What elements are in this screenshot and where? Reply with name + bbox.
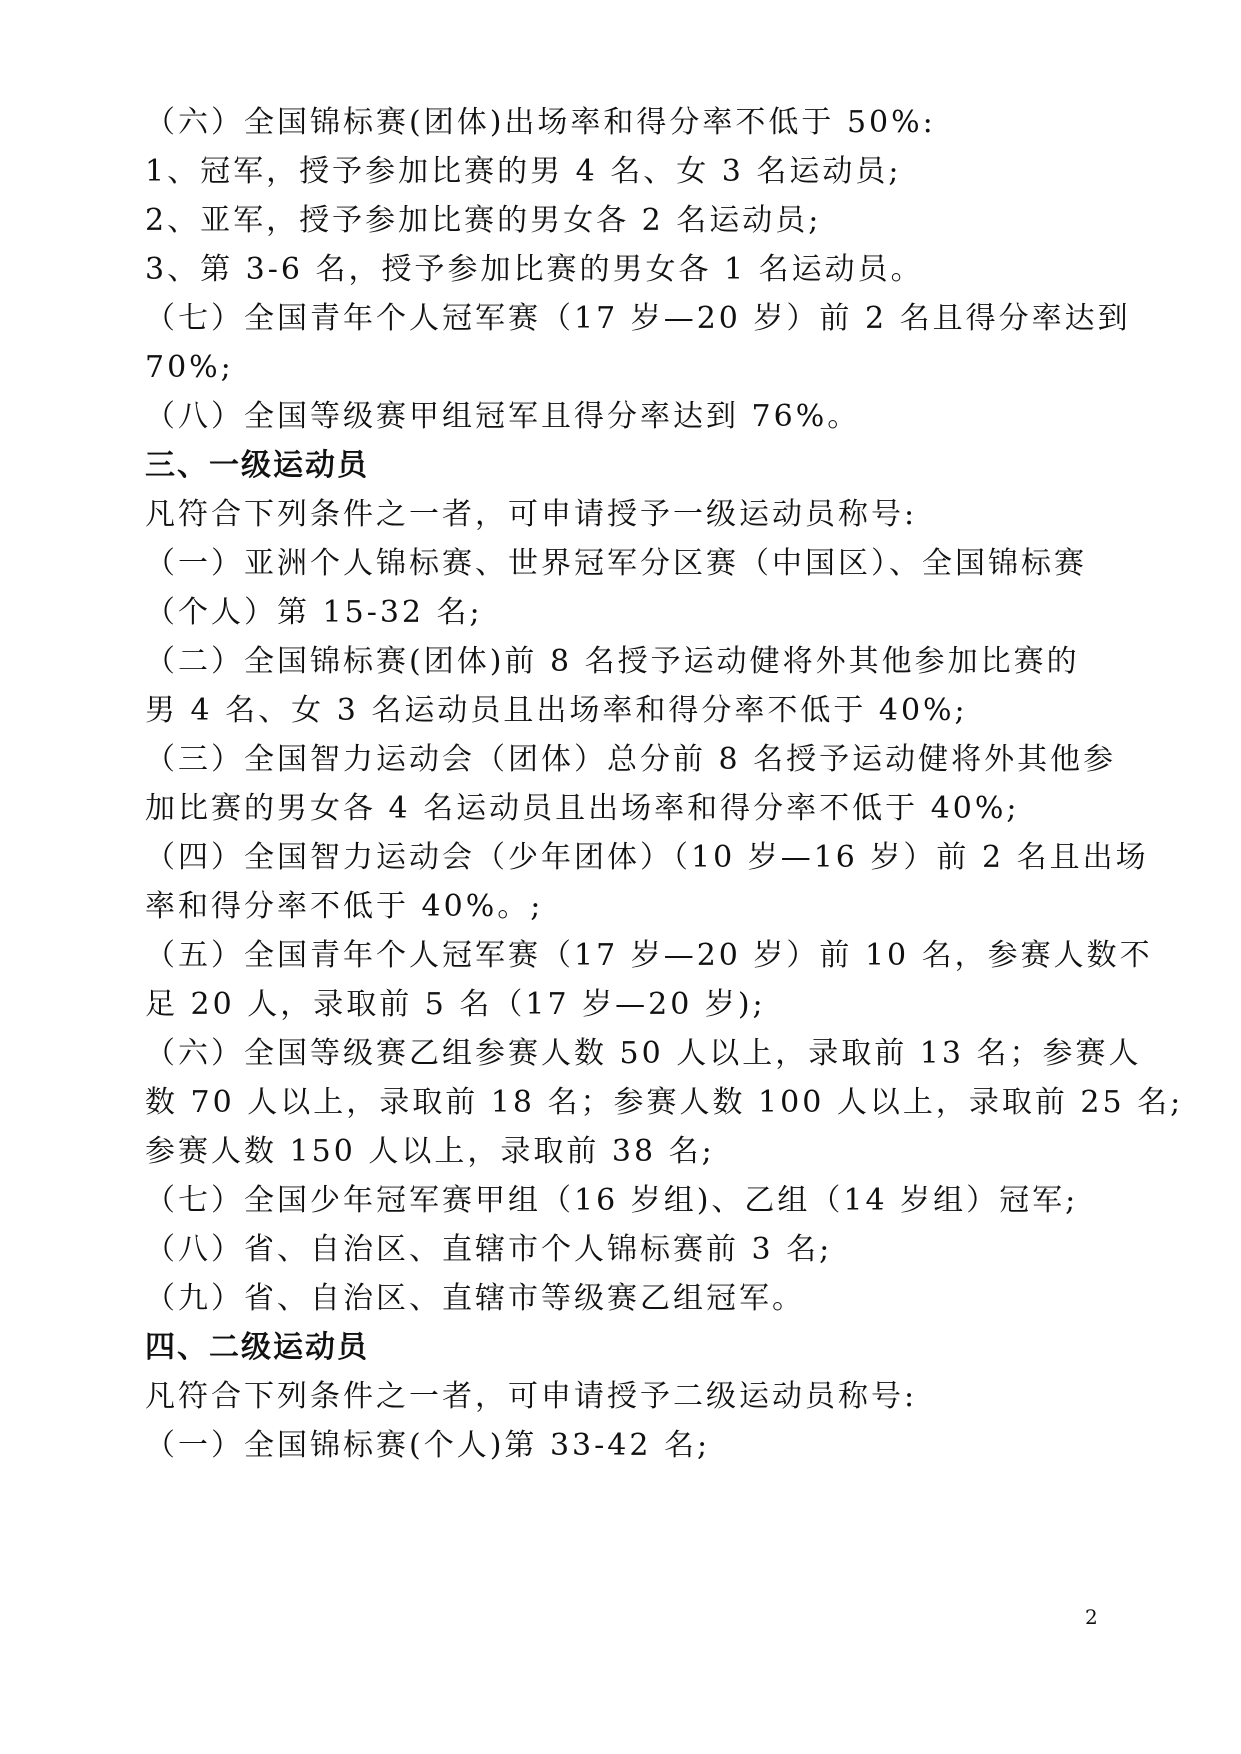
paragraph-line: 2、亚军，授予参加比赛的男女各 2 名运动员;	[145, 203, 822, 238]
paragraph-line: （一）全国锦标赛(个人)第 33-42 名;	[145, 1428, 711, 1463]
paragraph-line: 1、冠军，授予参加比赛的男 4 名、女 3 名运动员;	[145, 154, 902, 189]
paragraph-line: 率和得分率不低于 40%。;	[145, 889, 544, 924]
paragraph-line: （八）全国等级赛甲组冠军且得分率达到 76%。	[145, 399, 861, 434]
paragraph-line: 参赛人数 150 人以上，录取前 38 名;	[145, 1134, 715, 1169]
paragraph-line: 凡符合下列条件之一者，可申请授予一级运动员称号:	[145, 497, 918, 532]
paragraph-line: 3、第 3-6 名，授予参加比赛的男女各 1 名运动员。	[145, 252, 924, 287]
paragraph-line: （九）省、自治区、直辖市等级赛乙组冠军。	[145, 1281, 805, 1316]
paragraph-line: （三）全国智力运动会（团体）总分前 8 名授予运动健将外其他参	[145, 742, 1117, 777]
paragraph-line: 加比赛的男女各 4 名运动员且出场率和得分率不低于 40%;	[145, 791, 1020, 826]
paragraph-line: （七）全国少年冠军赛甲组（16 岁组)、乙组（14 岁组）冠军;	[145, 1183, 1079, 1218]
paragraph-line: 凡符合下列条件之一者，可申请授予二级运动员称号:	[145, 1379, 918, 1414]
paragraph-line: （一）亚洲个人锦标赛、世界冠军分区赛（中国区）、全国锦标赛	[145, 546, 1087, 581]
paragraph-line: （二）全国锦标赛(团体)前 8 名授予运动健将外其他参加比赛的	[145, 644, 1080, 679]
paragraph-line: （个人）第 15-32 名;	[145, 595, 483, 630]
paragraph-line: （六）全国等级赛乙组参赛人数 50 人以上，录取前 13 名；参赛人	[145, 1036, 1142, 1071]
section-heading: 三、一级运动员	[145, 448, 369, 483]
paragraph-line: 足 20 人，录取前 5 名（17 岁—20 岁);	[145, 987, 766, 1022]
page-number: 2	[1085, 1605, 1098, 1629]
section-heading: 四、二级运动员	[145, 1330, 369, 1365]
paragraph-line: （六）全国锦标赛(团体)出场率和得分率不低于 50%:	[145, 105, 936, 140]
paragraph-line: （四）全国智力运动会（少年团体）（10 岁—16 岁）前 2 名且出场	[145, 840, 1149, 875]
paragraph-line: 70%;	[145, 350, 234, 385]
paragraph-line: （七）全国青年个人冠军赛（17 岁—20 岁）前 2 名且得分率达到	[145, 301, 1131, 336]
paragraph-line: （八）省、自治区、直辖市个人锦标赛前 3 名;	[145, 1232, 833, 1267]
paragraph-line: 数 70 人以上，录取前 18 名；参赛人数 100 人以上，录取前 25 名;	[145, 1085, 1184, 1120]
paragraph-line: 男 4 名、女 3 名运动员且出场率和得分率不低于 40%;	[145, 693, 968, 728]
paragraph-line: （五）全国青年个人冠军赛（17 岁—20 岁）前 10 名，参赛人数不	[145, 938, 1153, 973]
